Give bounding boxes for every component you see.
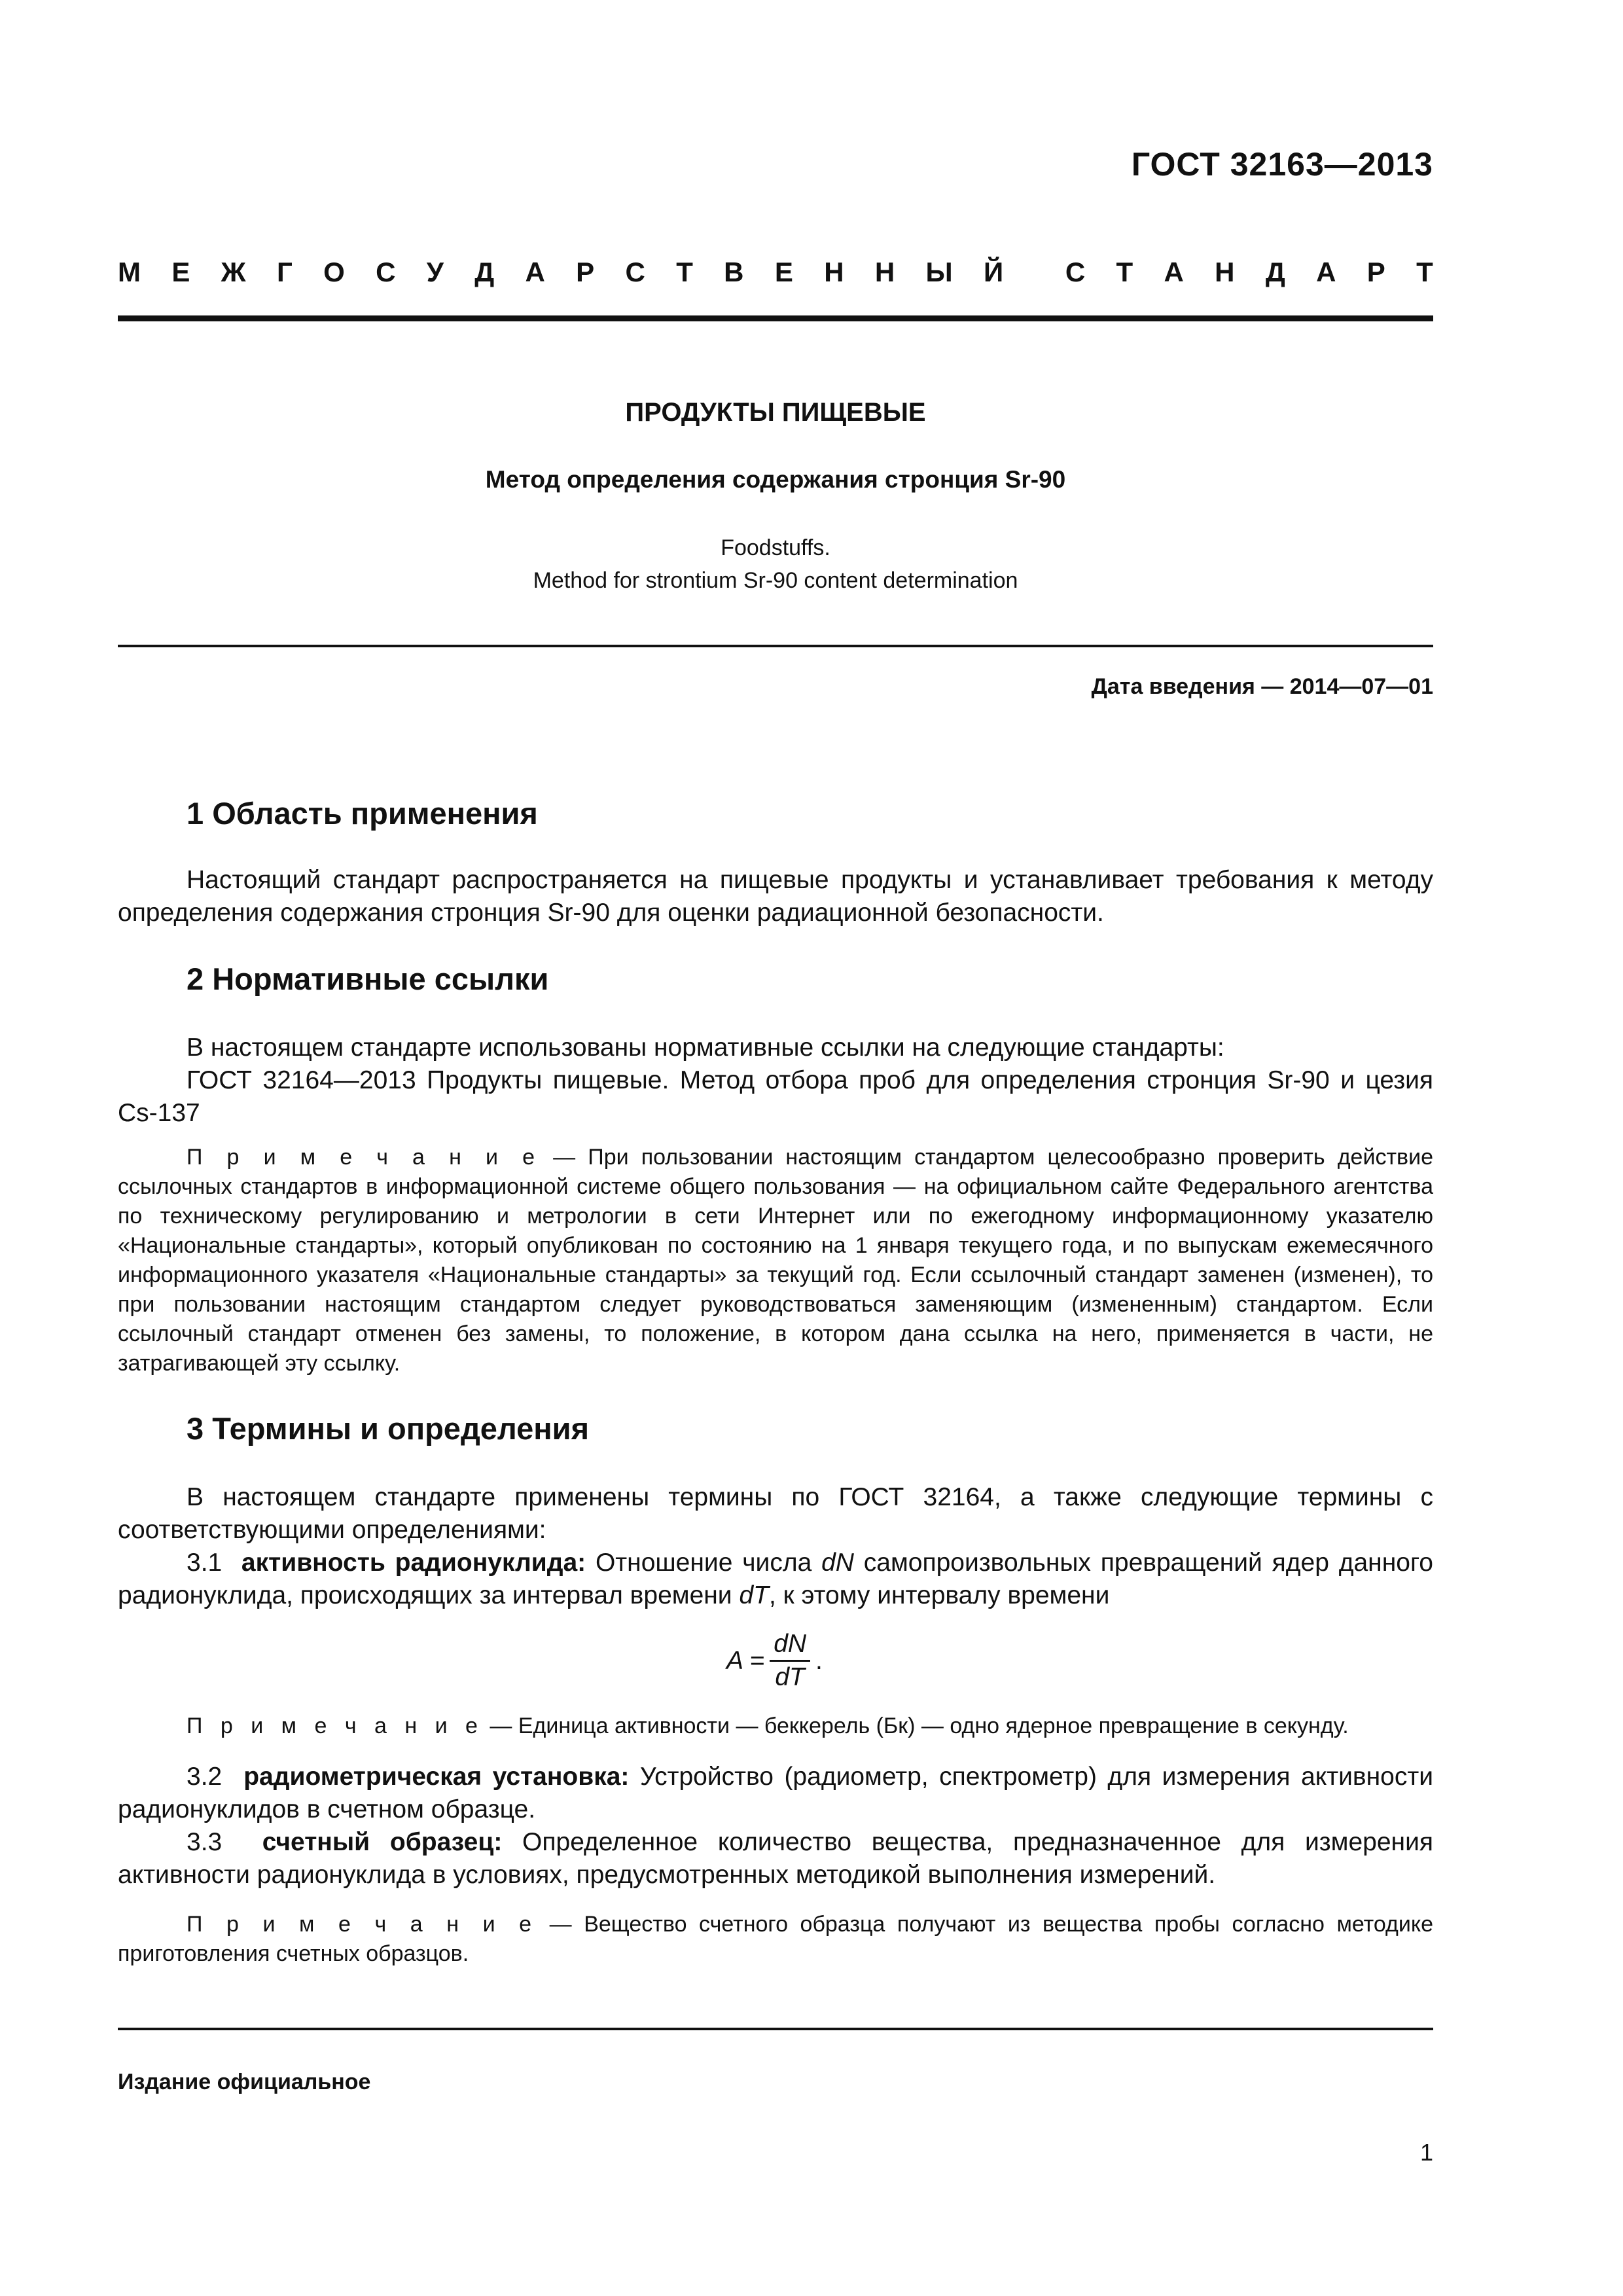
banner-letter: Н: [874, 257, 895, 287]
banner-letter: В: [724, 257, 744, 287]
section-1-heading: 1 Область применения: [187, 796, 538, 831]
banner-letter: Р: [1366, 257, 1385, 287]
banner-letter: Т: [1116, 257, 1133, 287]
reference-text: ГОСТ 32164—2013 Продукты пищевые. Метод отбора проб для определения стронция Sr-90 и цезия Cs-137: [118, 1066, 1433, 1127]
banner-letter: У: [426, 257, 444, 287]
header-rule: [118, 315, 1433, 321]
section-3-intro-text: В настоящем стандарте применены термины по ГОСТ 32164, а также следующие термины с соответствующими определениями:: [118, 1483, 1433, 1544]
banner-letter: Д: [1265, 257, 1285, 287]
banner-letter: С: [1065, 257, 1086, 287]
banner-letter: А: [1164, 257, 1184, 287]
note-text: — При пользовании настоящим стандартом целесообразно проверить действие ссылочных стандартов в информационной системе общего пользования — на официальном сайте Федерального агентства по техническому регулированию и метрологии в сети Интернет или по ежегодному информационному указателю «Национальные стандарты», который опубликован по состоянию на 1 января текущего года, и по выпускам ежемесячного информационного указателя «Национальные стандарты» за текущий год. Если ссылочный стандарт заменен (изменен), то при пользовании настоящим стандартом следует руководствоваться заменяющим (измененным) стандартом. Если ссылочный стандарт отменен без замены, то положение, в котором дана ссылка на него, применяется в части, не затрагивающей эту ссылку.: [118, 1145, 1433, 1376]
activity-formula: [726, 1630, 823, 1692]
section-3-heading: 3 Термины и определения: [187, 1411, 589, 1446]
formula-lhs: A =: [726, 1646, 765, 1675]
banner-letter: Н: [1215, 257, 1235, 287]
banner-letter: Д: [474, 257, 495, 287]
banner-letter: Ж: [221, 257, 246, 287]
term-3-1-dN: dN: [821, 1549, 854, 1577]
section-3-note-1: [118, 1712, 1433, 1741]
banner-letter: Т: [1416, 257, 1433, 287]
formula-numerator: dN: [770, 1630, 810, 1662]
note-text: — Единица активности — беккерель (Бк) — одно ядерное превращение в секунду.: [483, 1713, 1349, 1738]
term-3-1-text-b: самопроизвольных превращений ядер данного радионуклида, происходящих за интервал времени: [118, 1549, 1434, 1609]
banner-letter: О: [323, 257, 345, 287]
term-3-2-term: радиометрическая установка:: [243, 1763, 630, 1791]
banner-letter: Н: [824, 257, 844, 287]
term-3-1-term: активность радионуклида:: [241, 1549, 586, 1577]
section-2-intro: [118, 1031, 1433, 1064]
formula-fraction: [770, 1630, 810, 1692]
term-3-2-number: 3.2: [187, 1763, 223, 1791]
english-title-line-1: Foodstuffs.: [721, 535, 830, 560]
section-3-intro: [118, 1481, 1433, 1547]
term-3-1-dT: dT: [739, 1581, 769, 1609]
banner-letter: Й: [983, 257, 1004, 287]
document-subtitle: Метод определения содержания стронция Sr-90: [485, 466, 1066, 493]
banner-letter: Ы: [925, 257, 953, 287]
title-rule: [118, 645, 1433, 647]
english-title-line-2: Method for strontium Sr-90 content determination: [533, 568, 1018, 593]
introduction-date: Дата введения — 2014—07—01: [1091, 674, 1433, 699]
note-label: П р и м е ч а н и е: [187, 1912, 538, 1937]
term-3-1-text-a: Отношение числа: [586, 1549, 822, 1577]
section-2-note: [118, 1143, 1433, 1378]
section-1-body: Настоящий стандарт распространяется на пищевые продукты и устанавливает требования к методу определения содержания стронция Sr-90 для оценки радиационной безопасности.: [118, 866, 1433, 927]
banner-letter: Е: [774, 257, 793, 287]
term-3-1: [118, 1547, 1433, 1612]
banner-letter: Р: [576, 257, 595, 287]
banner-letter: А: [525, 257, 545, 287]
footer-rule: [118, 2028, 1433, 2030]
page-number: 1: [1419, 2139, 1433, 2166]
note-text: — Вещество счетного образца получают из вещества пробы согласно методике приготовления счетных образцов.: [118, 1912, 1433, 1966]
note-label: П р и м е ч а н и е: [187, 1145, 541, 1170]
document-title: ПРОДУКТЫ ПИЩЕВЫЕ: [625, 398, 926, 427]
section-2-reference: [118, 1064, 1433, 1130]
banner-letter: С: [376, 257, 396, 287]
official-edition-label: Издание официальное: [118, 2070, 371, 2094]
banner-letter: Т: [676, 257, 693, 287]
standard-number: ГОСТ 32163—2013: [1131, 146, 1433, 183]
note-label: П р и м е ч а н и е: [187, 1713, 484, 1738]
term-3-3-term: счетный образец:: [262, 1828, 503, 1856]
term-3-1-text-c: , к этому интервалу времени: [768, 1581, 1110, 1609]
banner-letter: М: [118, 257, 141, 287]
banner-letter: А: [1316, 257, 1336, 287]
section-2-intro-text: В настоящем стандарте использованы нормативные ссылки на следующие стандарты:: [187, 1033, 1224, 1062]
term-3-2-text: Устройство (радиометр, спектрометр) для измерения активности радионуклидов в счетном образце.: [118, 1763, 1433, 1823]
term-3-3: [118, 1826, 1433, 1892]
banner-letter: Е: [171, 257, 190, 287]
formula-denominator: dT: [775, 1663, 805, 1691]
section-2-heading: 2 Нормативные ссылки: [187, 961, 549, 996]
interstate-standard-banner: [118, 257, 1433, 288]
banner-letter: С: [625, 257, 645, 287]
banner-letter: Г: [276, 257, 293, 287]
term-3-1-number: 3.1: [187, 1549, 223, 1577]
section-3-note-2: [118, 1910, 1433, 1969]
english-title: [118, 531, 1433, 597]
term-3-3-text: Определенное количество вещества, предназначенное для измерения активности радионуклида в условиях, предусмотренных методикой выполнения измерений.: [118, 1828, 1434, 1889]
term-3-3-number: 3.3: [187, 1828, 223, 1856]
section-1-text: [118, 864, 1433, 929]
formula-end: .: [815, 1646, 823, 1675]
term-3-2: [118, 1761, 1433, 1826]
